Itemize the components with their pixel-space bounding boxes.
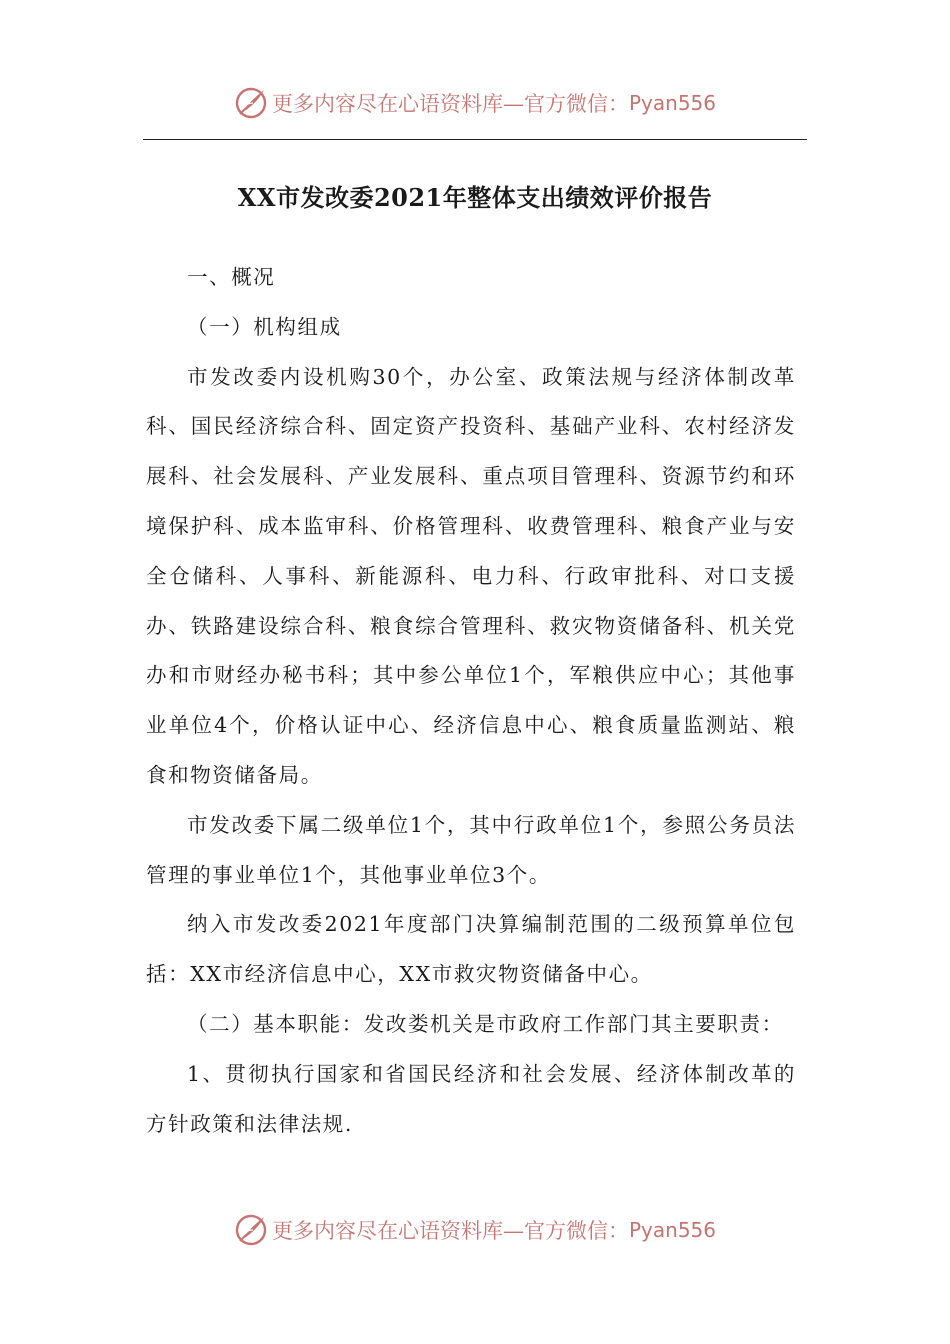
- banner-handle: Pyan556: [628, 1218, 716, 1242]
- quill-logo-icon: [234, 1213, 268, 1247]
- subsection-heading: （一）机构组成: [187, 314, 342, 339]
- banner-text: 更多内容尽在心语资料库—官方微信：: [271, 92, 629, 116]
- body-paragraph: 市发改委内设机购30个，办公室、政策法规与经济体制改革科、国民经济综合科、固定资产投资科、基础产业科、农村经济发展科、社会发展科、产业发展科、重点项目管理科、资源节约和环境保护科、成本监审科、价格管理科、收费管理科、粮食产业与安全仓储科、人事科、新能源科、电力科、行政审批科、对口支援办、铁路建设综合科、粮食综合管理科、救灾物资储备科、机关党办和市财经办秘书科；其中参公单位1个，军粮供应中心；其他事业单位4个，价格认证中心、经济信息中心、粮食质量监测站、粮食和物资储备局。: [146, 364, 796, 787]
- section-heading: 一、概况: [187, 265, 276, 289]
- body-paragraph: 市发改委下属二级单位1个，其中行政单位1个，参照公务员法管理的事业单位1个，其他事业单位3个。: [146, 812, 796, 887]
- banner-text: 更多内容尽在心语资料库—官方微信：: [271, 1219, 629, 1243]
- body-paragraph: 1、贯彻执行国家和省国民经济和社会发展、经济体制改革的方针政策和法律法规.: [146, 1061, 796, 1136]
- banner-handle: Pyan556: [628, 91, 716, 115]
- header-rule: [143, 139, 807, 140]
- header-banner: [0, 83, 950, 123]
- document-title: XX市发改委2021年整体支出绩效评价报告: [237, 183, 713, 212]
- quill-logo-icon: [234, 86, 268, 120]
- subsection-heading: （二）基本职能：发改娄机关是市政府工作部门其主要职责：: [187, 1011, 784, 1036]
- document-body: [146, 253, 796, 1149]
- body-paragraph: 纳入市发改委2021年度部门决算编制范围的二级预算单位包括：XX市经济信息中心，XX市救灾物资储备中心。: [146, 912, 796, 987]
- footer-banner: [0, 1210, 950, 1250]
